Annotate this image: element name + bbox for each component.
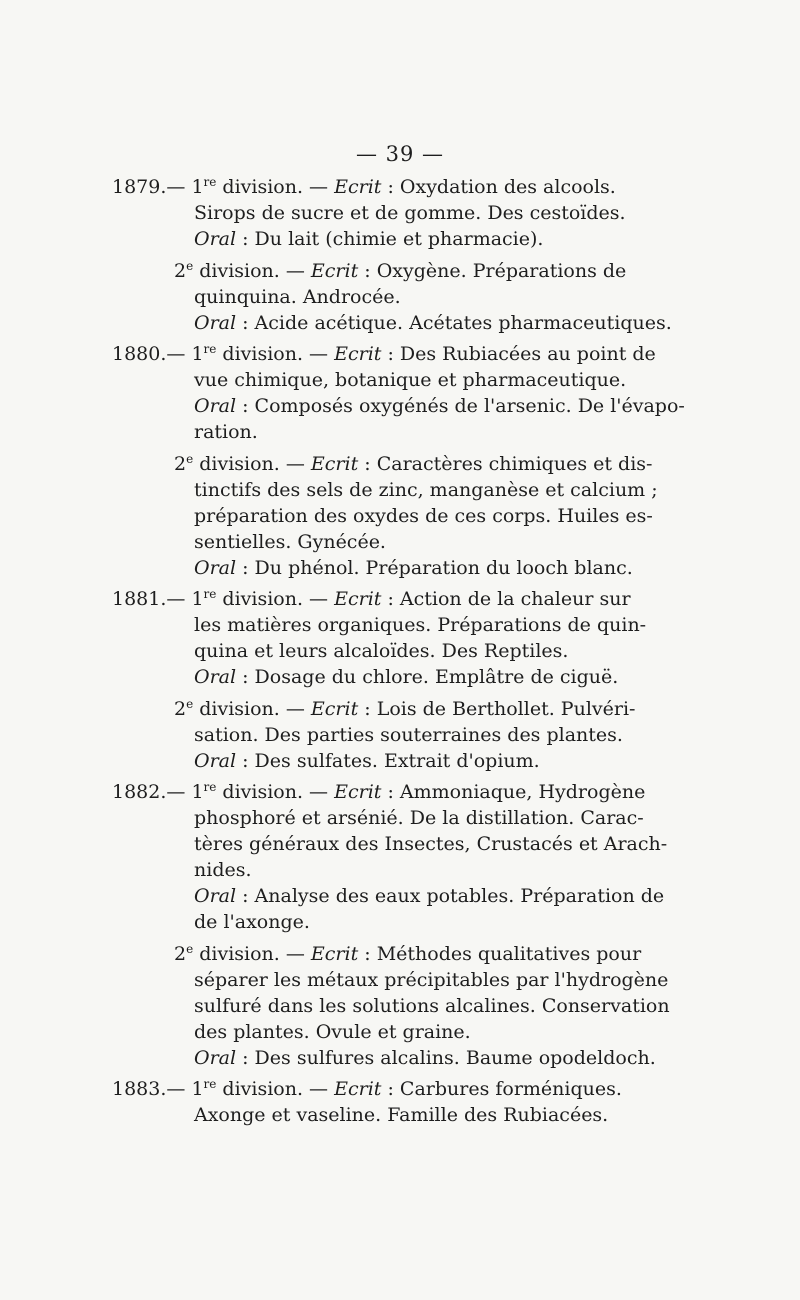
ecrit-text-line: phosphoré et arsénié. De la distillation. Carac- — [194, 807, 644, 829]
ecrit-text: : Action de la chaleur sur — [381, 588, 631, 610]
ecrit-text: : Ammoniaque, Hydrogène — [381, 781, 646, 803]
ordinal-suffix: re — [203, 587, 217, 601]
ecrit-text-line: quina et leurs alcaloïdes. Des Reptiles. — [194, 640, 569, 662]
division-label: division. — — [193, 453, 311, 475]
division-heading-line — [112, 941, 672, 967]
oral-label: Oral — [194, 885, 237, 907]
ecrit-label: Ecrit — [334, 588, 382, 610]
division-label: division. — — [216, 176, 335, 198]
ordinal-suffix: re — [203, 342, 217, 356]
ordinal-suffix: re — [203, 1077, 217, 1091]
oral-label: Oral — [194, 228, 237, 250]
ecrit-text-line: nides. — [194, 859, 252, 881]
document-body — [112, 174, 685, 1128]
division-number: 2 — [174, 698, 187, 720]
ecrit-text-line: Axonge et vaseline. Famille des Rubiacées. — [194, 1104, 609, 1126]
oral-label: Oral — [194, 395, 237, 417]
division-label: division. — — [216, 1078, 335, 1100]
ecrit-text-line: sation. Des parties souterraines des plantes. — [194, 724, 623, 746]
division-number: 2 — [174, 453, 187, 475]
ecrit-label: Ecrit — [310, 698, 359, 720]
ecrit-text-line: quinquina. Androcée. — [194, 286, 401, 308]
division-heading-line — [112, 258, 672, 284]
ordinal-suffix: e — [186, 942, 194, 956]
division-number: — 1 — [166, 1078, 204, 1100]
year-label: 1879. — [112, 176, 167, 198]
ecrit-text-line: sulfuré dans les solutions alcalines. Conservation — [194, 995, 670, 1017]
oral-line — [112, 1045, 672, 1071]
year-entry — [112, 1076, 672, 1128]
division-number: 2 — [174, 943, 187, 965]
division-label: division. — — [193, 260, 311, 282]
ecrit-text: : Méthodes qualitatives pour — [358, 943, 642, 965]
ordinal-suffix: e — [186, 697, 194, 711]
ordinal-suffix: re — [203, 780, 217, 794]
oral-line — [112, 310, 672, 336]
ordinal-suffix: e — [186, 259, 194, 273]
division-heading-line — [112, 779, 672, 805]
division-heading-line — [112, 174, 672, 200]
ecrit-text: : Oxygène. Préparations de — [358, 260, 627, 282]
ecrit-label: Ecrit — [310, 453, 359, 475]
ecrit-text-line: tères généraux des Insectes, Crustacés et Arach- — [194, 833, 668, 855]
division-heading-line — [112, 341, 672, 367]
page-number: — 39 — — [355, 142, 445, 166]
ecrit-text-line: tinctifs des sels de zinc, manganèse et calcium ; — [194, 479, 658, 501]
year-entry — [112, 341, 685, 581]
ecrit-text: : Oxydation des alcools. — [381, 176, 616, 198]
year-entry — [112, 586, 672, 774]
year-label: 1881. — [112, 588, 167, 610]
division-label: division. — — [193, 698, 311, 720]
oral-line — [112, 664, 672, 690]
oral-text: : Composés oxygénés de l'arsenic. De l'évapo- — [236, 395, 685, 417]
oral-line — [112, 883, 672, 909]
ordinal-suffix: e — [186, 452, 194, 466]
oral-label: Oral — [194, 750, 237, 772]
division-number: — 1 — [166, 781, 204, 803]
division-heading-line — [112, 696, 672, 722]
ecrit-text: : Caractères chimiques et dis- — [358, 453, 653, 475]
oral-text: : Du phénol. Préparation du looch blanc. — [236, 557, 633, 579]
year-label: 1883. — [112, 1078, 167, 1100]
oral-text: : Des sulfures alcalins. Baume opodeldoch. — [236, 1047, 656, 1069]
ecrit-text-line: vue chimique, botanique et pharmaceutique. — [194, 369, 627, 391]
division-number: — 1 — [166, 176, 204, 198]
oral-line — [112, 748, 672, 774]
year-entry — [112, 779, 672, 1071]
year-label: 1880. — [112, 343, 167, 365]
ecrit-label: Ecrit — [334, 343, 382, 365]
division-heading-line — [112, 1076, 672, 1102]
oral-line — [112, 226, 672, 252]
year-label: 1882. — [112, 781, 167, 803]
ecrit-text: : Carbures forméniques. — [381, 1078, 622, 1100]
ecrit-label: Ecrit — [334, 176, 382, 198]
oral-label: Oral — [194, 666, 237, 688]
division-number: — 1 — [166, 588, 204, 610]
oral-text: : Acide acétique. Acétates pharmaceutiques. — [236, 312, 672, 334]
year-entry — [112, 174, 672, 336]
oral-label: Oral — [194, 1047, 237, 1069]
oral-line — [112, 555, 672, 581]
ecrit-text-line: Sirops de sucre et de gomme. Des cestoïdes. — [194, 202, 626, 224]
division-label: division. — — [216, 343, 335, 365]
oral-text: : Des sulfates. Extrait d'opium. — [236, 750, 540, 772]
ecrit-label: Ecrit — [310, 260, 359, 282]
division-number: 2 — [174, 260, 187, 282]
division-label: division. — — [216, 588, 335, 610]
division-heading-line — [112, 451, 672, 477]
ecrit-text-line: séparer les métaux précipitables par l'hydrogène — [194, 969, 669, 991]
ecrit-text-line: les matières organiques. Préparations de quin- — [194, 614, 647, 636]
ecrit-text-line: préparation des oxydes de ces corps. Huiles es- — [194, 505, 653, 527]
ecrit-text-line: des plantes. Ovule et graine. — [194, 1021, 471, 1043]
division-label: division. — — [216, 781, 335, 803]
ecrit-text: : Des Rubiacées au point de — [381, 343, 656, 365]
division-number: — 1 — [166, 343, 204, 365]
ecrit-text-line: sentielles. Gynécée. — [194, 531, 386, 553]
oral-text-line: de l'axonge. — [194, 911, 310, 933]
oral-text: : Dosage du chlore. Emplâtre de ciguë. — [236, 666, 619, 688]
oral-label: Oral — [194, 312, 237, 334]
oral-label: Oral — [194, 557, 237, 579]
division-heading-line — [112, 586, 672, 612]
oral-text-line: ration. — [194, 421, 258, 443]
oral-line — [112, 393, 685, 419]
oral-text: : Du lait (chimie et pharmacie). — [236, 228, 544, 250]
ordinal-suffix: re — [203, 175, 217, 189]
division-label: division. — — [193, 943, 311, 965]
ecrit-label: Ecrit — [310, 943, 359, 965]
oral-text: : Analyse des eaux potables. Préparation de — [236, 885, 665, 907]
ecrit-text: : Lois de Berthollet. Pulvéri- — [358, 698, 636, 720]
ecrit-label: Ecrit — [334, 781, 382, 803]
ecrit-label: Ecrit — [334, 1078, 382, 1100]
